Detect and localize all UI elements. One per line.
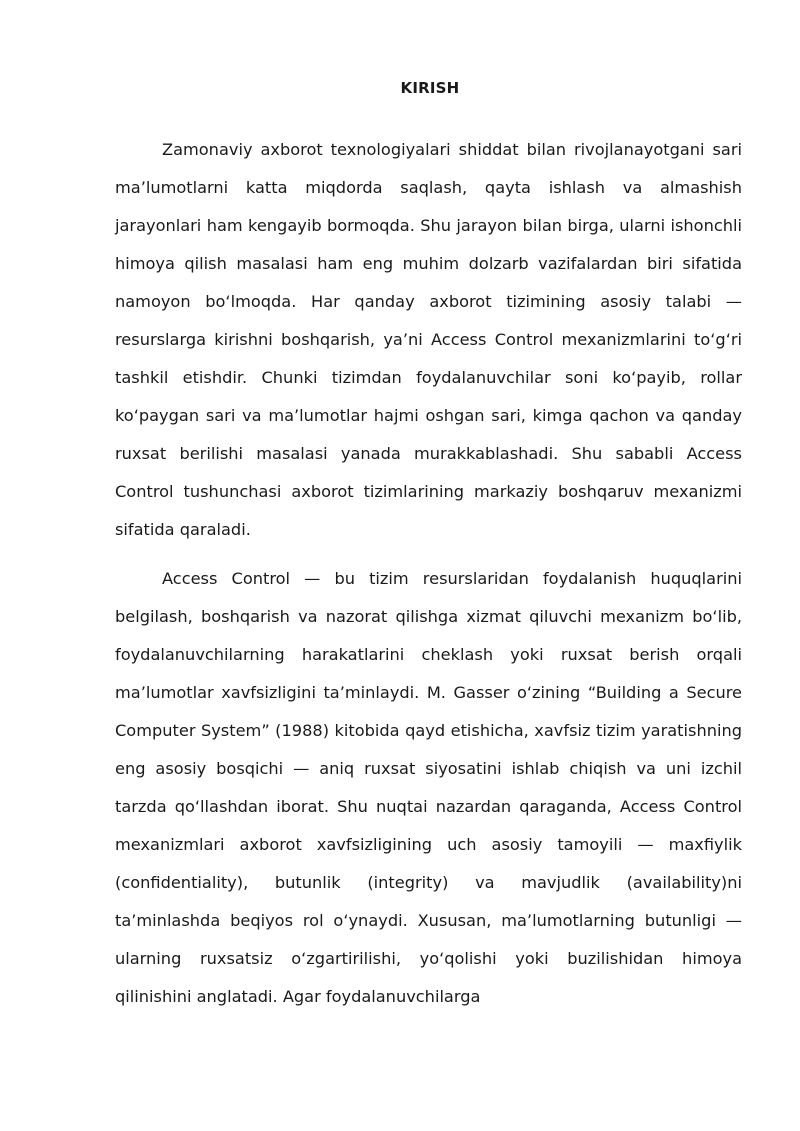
paragraph-2: Access Control — bu tizim resurslaridan foydalanish huquqlarini belgilash, boshqarish va nazorat qilishga xizmat qiluvchi mexanizm bo‘lib, foydalanuvchilarning harakatlarini cheklash yoki ruxsat berish orqali ma’lumotlar xavfsizligini ta’minlaydi. M. Gasser o‘zining “Building a Secure Computer System” (1988) kitobida qayd etishicha, xavfsiz tizim yaratishning eng asosiy bosqichi — aniq ruxsat siyosatini ishlab chiqish va uni izchil tarzda qo‘llashdan iborat. Shu nuqtai nazardan qaraganda, Access Control mexanizmlari axborot xavfsizligining uch asosiy tamoyili — maxfiylik (confidentiality), butunlik (integrity) va mavjudlik (availability)ni ta’minlashda beqiyos rol o‘ynaydi. Xususan, ma’lumotlarning butunligi — ularning ruxsatsiz o‘zgartirilishi, yo‘qolishi yoki buzilishidan himoya qilinishini anglatadi. Agar foydalanuvchilarga [115, 569, 742, 1006]
page-title: KIRISH [400, 79, 460, 97]
paragraph-1: Zamonaviy axborot texnologiyalari shiddat bilan rivojlanayotgani sari ma’lumotlarni katta miqdorda saqlash, qayta ishlash va almashish jarayonlari ham kengayib bormoqda. Shu jarayon bilan birga, ularni ishonchli himoya qilish masalasi ham eng muhim dolzarb vazifalardan biri sifatida namoyon bo‘lmoqda. Har qanday axborot tizimining asosiy talabi — resurslarga kirishni boshqarish, ya’ni Access Control mexanizmlarini to‘g‘ri tashkil etishdir. Chunki tizimdan foydalanuvchilar soni ko‘payib, rollar ko‘paygan sari va ma’lumotlar hajmi oshgan sari, kimga qachon va qanday ruxsat berilishi masalasi yanada murakkablashadi. Shu sababli Access Control tushunchasi axborot tizimlarining markaziy boshqaruv mexanizmi sifatida qaraladi. [115, 140, 742, 539]
document-body [115, 131, 742, 1027]
